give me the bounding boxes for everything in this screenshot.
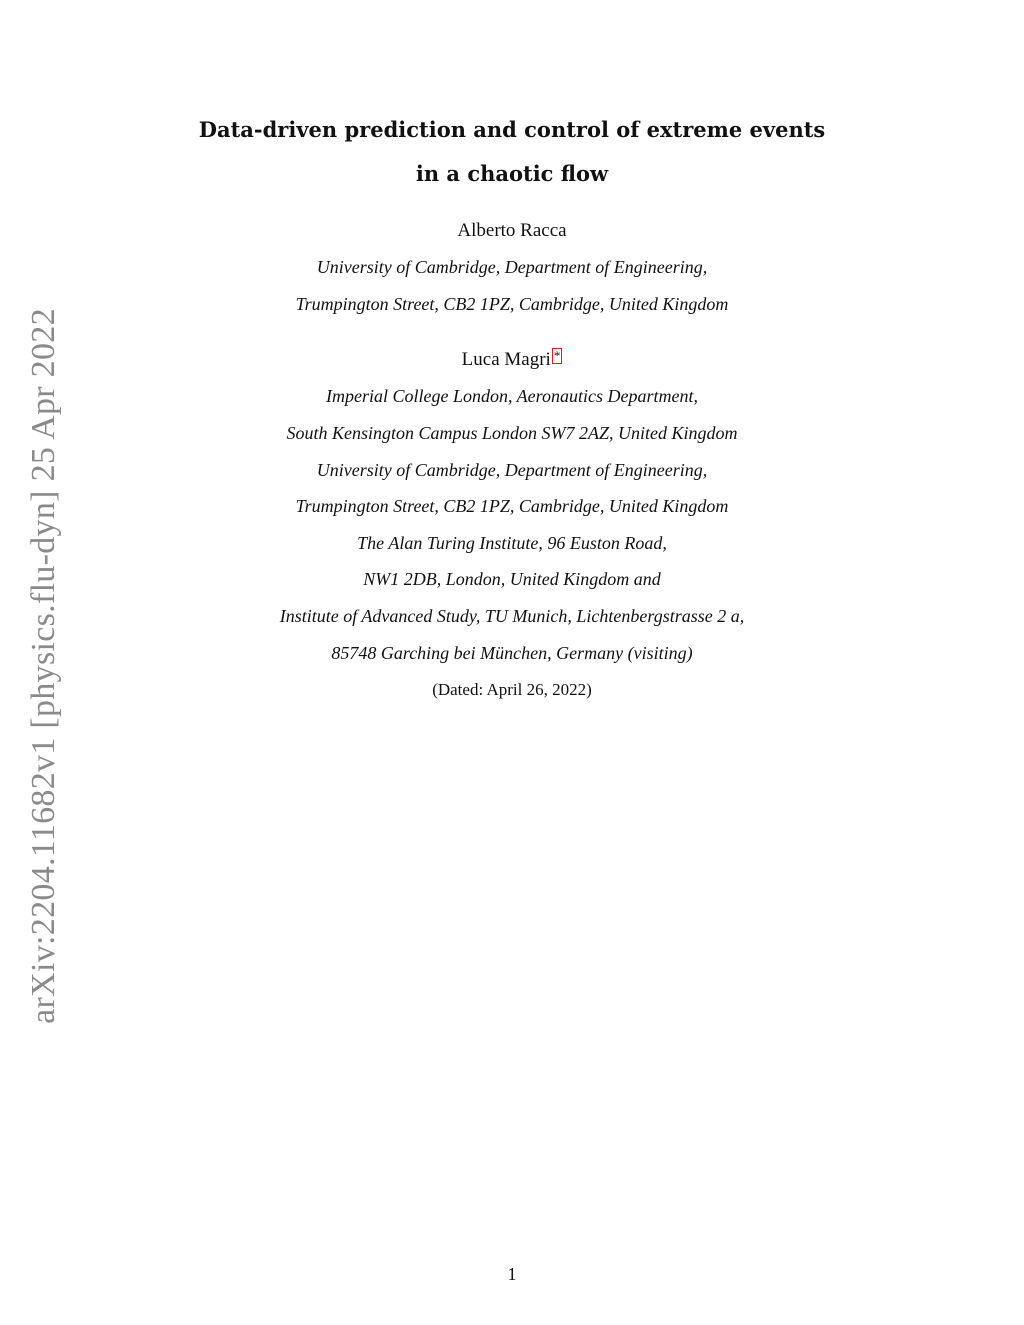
author-name-racca: Alberto Racca [457, 220, 567, 241]
affiliation-racca-2: Trumpington Street, CB2 1PZ, Cambridge, United Kingdom [295, 294, 729, 314]
affiliation-magri-2: South Kensington Campus London SW7 2AZ, United Kingdom [286, 423, 738, 443]
affiliation-racca-1: University of Cambridge, Department of Engineering, [316, 257, 708, 277]
dated-line: (Dated: April 26, 2022) [432, 680, 592, 699]
page-number: 1 [507, 1264, 517, 1284]
affiliation-magri-4: Trumpington Street, CB2 1PZ, Cambridge, United Kingdom [295, 496, 729, 516]
footnote-link-marker[interactable]: * [553, 348, 561, 363]
author-block-magri [0, 349, 1024, 371]
affiliation-magri-1: Imperial College London, Aeronautics Department, [326, 386, 698, 406]
affiliation-magri-6: NW1 2DB, London, United Kingdom and [363, 569, 661, 589]
affiliation-magri-3: University of Cambridge, Department of Engineering, [316, 460, 708, 480]
affiliation-magri-5: The Alan Turing Institute, 96 Euston Road, [357, 533, 667, 553]
affiliation-magri-7: Institute of Advanced Study, TU Munich, Lichtenbergstrasse 2 a, [279, 606, 745, 626]
arxiv-identifier-stamp: arXiv:2204.11682v1 [physics.flu-dyn] 25 Apr 2022 [25, 308, 62, 1024]
author-name-magri: Luca Magri [461, 349, 551, 370]
title-line-2: in a chaotic flow [415, 161, 609, 186]
affiliation-magri-8: 85748 Garching bei München, Germany (visiting) [331, 643, 693, 663]
title-line-1: Data-driven prediction and control of extreme events [198, 117, 826, 142]
